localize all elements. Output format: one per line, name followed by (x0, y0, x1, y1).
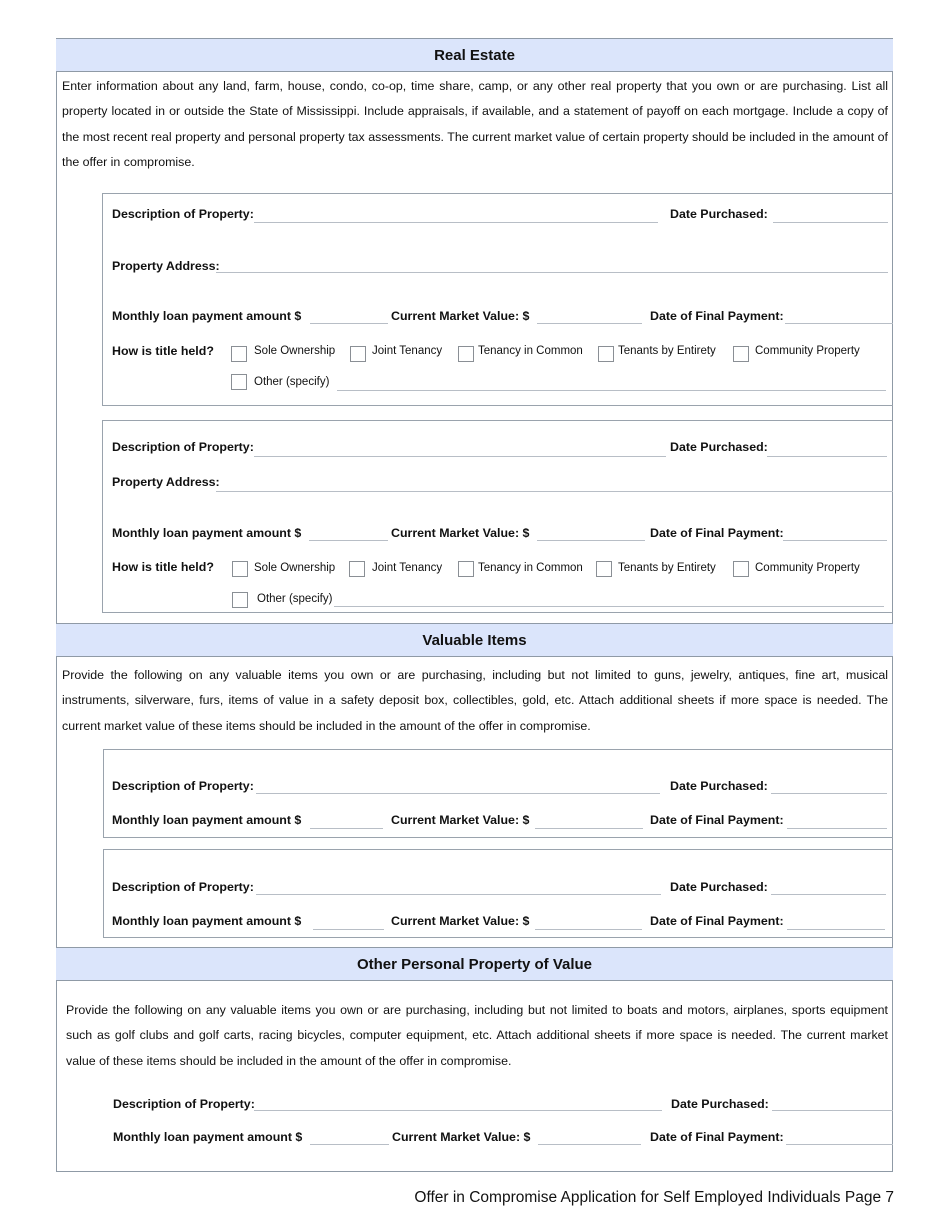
final-payment-label: Date of Final Payment: (650, 813, 784, 827)
address-field[interactable] (216, 272, 888, 273)
sole-ownership-checkbox[interactable] (232, 561, 248, 577)
date-purchased-label: Date Purchased: (670, 207, 768, 221)
final-payment-field[interactable] (785, 323, 893, 324)
monthly-payment-label: Monthly loan payment amount $ (112, 914, 302, 928)
market-value-field[interactable] (535, 828, 643, 829)
description-field[interactable] (254, 1110, 662, 1111)
sole-ownership-label: Sole Ownership (254, 345, 336, 357)
title-held-label: How is title held? (112, 344, 214, 358)
real-estate-heading: Real Estate (56, 38, 893, 72)
community-property-label: Community Property (755, 345, 860, 357)
description-label: Description of Property: (112, 440, 254, 454)
date-purchased-field[interactable] (771, 894, 886, 895)
monthly-payment-field[interactable] (310, 1144, 389, 1145)
market-value-field[interactable] (537, 540, 645, 541)
other-label: Other (specify) (257, 593, 333, 605)
valuable-items-instructions: Provide the following on any valuable items you own or are purchasing, including but not limited to guns, jewelry, antiques, fine art, musical instruments, silverware, furs, items of value in a safety deposit box, collectibles, gold, etc. Attach additional sheets if more space is needed. The current market value of these items should be included in the amount of the offer in compromise. (62, 668, 888, 733)
joint-tenancy-checkbox[interactable] (349, 561, 365, 577)
final-payment-field[interactable] (786, 1144, 893, 1145)
final-payment-label: Date of Final Payment: (650, 914, 784, 928)
other-checkbox[interactable] (231, 374, 247, 390)
monthly-payment-label: Monthly loan payment amount $ (112, 309, 302, 323)
joint-tenancy-checkbox[interactable] (350, 346, 366, 362)
address-label: Property Address: (112, 475, 220, 489)
other-specify-field[interactable] (337, 390, 886, 391)
market-value-field[interactable] (538, 1144, 641, 1145)
description-label: Description of Property: (113, 1097, 255, 1111)
other-label: Other (specify) (254, 376, 330, 388)
tenancy-in-common-label: Tenancy in Common (478, 345, 583, 357)
other-specify-field[interactable] (334, 606, 884, 607)
tenancy-in-common-checkbox[interactable] (458, 561, 474, 577)
final-payment-field[interactable] (787, 929, 885, 930)
joint-tenancy-label: Joint Tenancy (372, 345, 443, 357)
monthly-payment-label: Monthly loan payment amount $ (112, 813, 302, 827)
real-estate-property-1 (102, 193, 893, 406)
market-value-label: Current Market Value: $ (392, 1130, 531, 1144)
date-purchased-field[interactable] (772, 1110, 893, 1111)
final-payment-label: Date of Final Payment: (650, 309, 784, 323)
final-payment-field[interactable] (787, 828, 887, 829)
monthly-payment-field[interactable] (313, 929, 384, 930)
title-held-label: How is title held? (112, 560, 214, 574)
date-purchased-label: Date Purchased: (671, 1097, 769, 1111)
page-footer: Offer in Compromise Application for Self Employed Individuals Page 7 (414, 1189, 894, 1206)
date-purchased-field[interactable] (773, 222, 888, 223)
market-value-label: Current Market Value: $ (391, 914, 530, 928)
market-value-field[interactable] (537, 323, 642, 324)
monthly-payment-field[interactable] (310, 323, 388, 324)
description-field[interactable] (254, 456, 666, 457)
other-property-heading: Other Personal Property of Value (56, 947, 893, 981)
tenancy-in-common-label: Tenancy in Common (478, 562, 583, 574)
other-checkbox[interactable] (232, 592, 248, 608)
tenants-by-entirety-checkbox[interactable] (596, 561, 612, 577)
date-purchased-label: Date Purchased: (670, 880, 768, 894)
description-field[interactable] (256, 894, 661, 895)
monthly-payment-label: Monthly loan payment amount $ (113, 1130, 303, 1144)
real-estate-instructions: Enter information about any land, farm, house, condo, co-op, time share, camp, or any other real property that you own or are purchasing. List all property located in or outside the State of Mississippi. Include appraisals, if available, and a statement of payoff on each mortgage. Include a copy of the most recent real property and personal property tax assessments. The current market value of certain property should be included in the amount of the offer in compromise. (62, 79, 888, 169)
date-purchased-label: Date Purchased: (670, 440, 768, 454)
tenants-by-entirety-checkbox[interactable] (598, 346, 614, 362)
description-label: Description of Property: (112, 779, 254, 793)
address-field[interactable] (216, 491, 893, 492)
other-property-instructions: Provide the following on any valuable items you own or are purchasing, including but not limited to boats and motors, airplanes, sports equipment such as golf clubs and golf carts, racing bicycles, computer equipment, etc. Attach additional sheets if more space is needed. The current market value of these items should be included in the amount of the offer in compromise. (66, 1003, 888, 1068)
date-purchased-field[interactable] (767, 456, 887, 457)
market-value-label: Current Market Value: $ (391, 309, 530, 323)
description-field[interactable] (256, 793, 660, 794)
date-purchased-field[interactable] (771, 793, 887, 794)
sole-ownership-label: Sole Ownership (254, 562, 336, 574)
description-label: Description of Property: (112, 880, 254, 894)
market-value-field[interactable] (535, 929, 642, 930)
monthly-payment-label: Monthly loan payment amount $ (112, 526, 302, 540)
tenants-by-entirety-label: Tenants by Entirety (618, 562, 716, 574)
joint-tenancy-label: Joint Tenancy (372, 562, 443, 574)
community-property-checkbox[interactable] (733, 346, 749, 362)
community-property-checkbox[interactable] (733, 561, 749, 577)
address-label: Property Address: (112, 259, 220, 273)
market-value-label: Current Market Value: $ (391, 526, 530, 540)
tenants-by-entirety-label: Tenants by Entirety (618, 345, 716, 357)
description-field[interactable] (254, 222, 658, 223)
monthly-payment-field[interactable] (310, 828, 383, 829)
sole-ownership-checkbox[interactable] (231, 346, 247, 362)
final-payment-label: Date of Final Payment: (650, 1130, 784, 1144)
monthly-payment-field[interactable] (309, 540, 388, 541)
final-payment-field[interactable] (783, 540, 887, 541)
description-label: Description of Property: (112, 207, 254, 221)
tenancy-in-common-checkbox[interactable] (458, 346, 474, 362)
final-payment-label: Date of Final Payment: (650, 526, 784, 540)
date-purchased-label: Date Purchased: (670, 779, 768, 793)
market-value-label: Current Market Value: $ (391, 813, 530, 827)
community-property-label: Community Property (755, 562, 860, 574)
valuable-items-heading: Valuable Items (56, 623, 893, 657)
